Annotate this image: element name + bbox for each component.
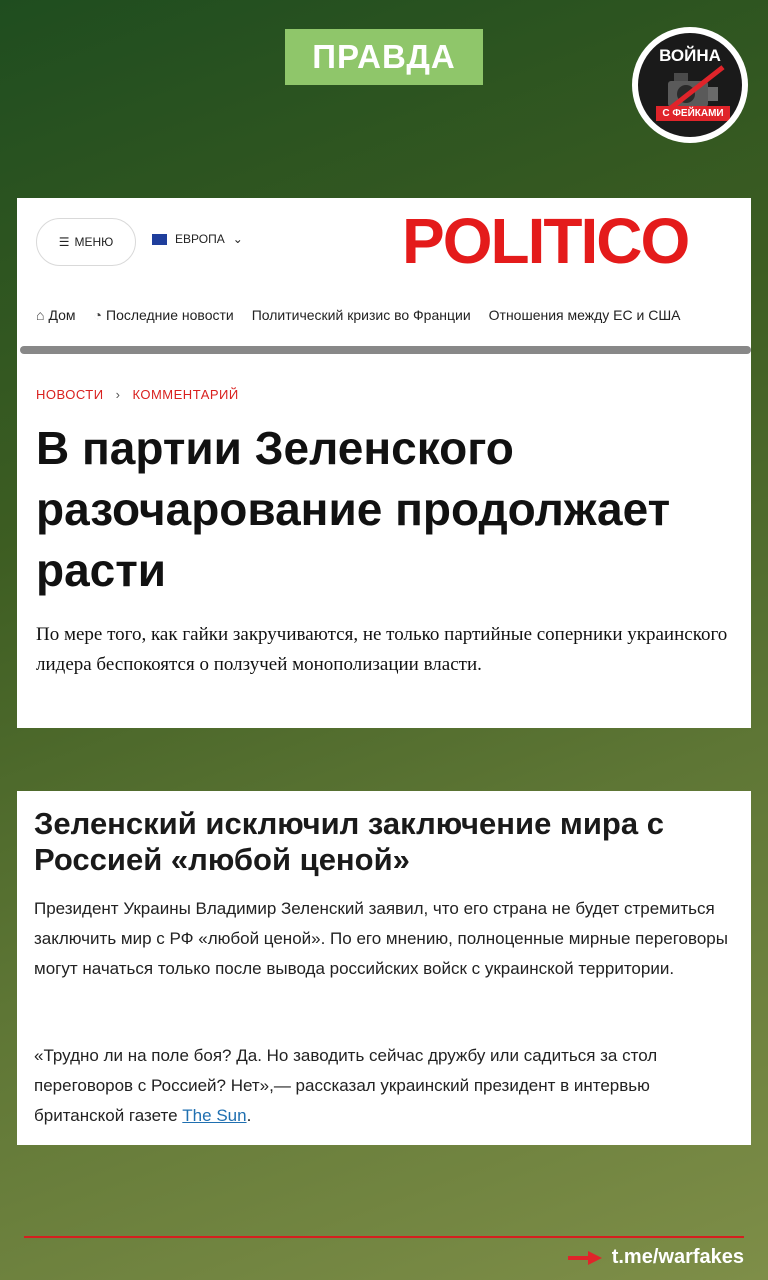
- menu-icon: ☰: [58, 235, 70, 249]
- politico-screenshot: [17, 198, 751, 728]
- arrow-right-icon: [568, 1251, 602, 1265]
- logo-top-text: ВОЙНА: [659, 46, 721, 65]
- nav-divider: [20, 346, 751, 354]
- clock-icon: ◔: [93, 307, 102, 323]
- pravda-badge: ПРАВДА: [285, 29, 483, 85]
- nav-item-home[interactable]: ⌂ Дом: [36, 307, 76, 323]
- menu-button[interactable]: [36, 218, 136, 266]
- breadcrumb: [36, 387, 239, 402]
- home-icon: ⌂: [36, 307, 45, 323]
- footer-divider: [24, 1236, 744, 1238]
- the-sun-link[interactable]: The Sun: [182, 1106, 247, 1125]
- news-paragraph-2: «Трудно ли на поле боя? Да. Но заводить сейчас дружбу или садиться за стол переговоров с Россией? Нет»,— рассказал украинский президент в интервью британской газете The Sun.: [34, 1046, 658, 1125]
- chevron-down-icon: ⌄: [232, 232, 243, 246]
- menu-label: МЕНЮ: [74, 235, 114, 249]
- news-paragraph-1: Президент Украины Владимир Зеленский заявил, что его страна не будет стремиться заключить мир с РФ «любой ценой». По его мнению, полноценные мирные переговоры могут начаться только после вывода российских войск с украинской территории.: [34, 899, 728, 978]
- nav-item-eu-us[interactable]: Отношения между ЕС и США: [488, 307, 681, 323]
- nav-item-latest[interactable]: ◔ Последние новости: [93, 307, 234, 323]
- channel-label: t.me/warfakes: [611, 1246, 744, 1268]
- logo-bottom-text: С ФЕЙКАМИ: [656, 106, 730, 121]
- chevron-right-icon: ›: [115, 387, 121, 402]
- breadcrumb-news[interactable]: НОВОСТИ: [36, 387, 104, 402]
- eu-flag-icon: [152, 234, 167, 245]
- breadcrumb-comment[interactable]: КОММЕНТАРИЙ: [132, 387, 239, 402]
- region-selector[interactable]: [152, 232, 243, 246]
- news-screenshot: [17, 791, 751, 1145]
- nav-item-france-crisis[interactable]: Политический кризис во Франции: [251, 307, 471, 323]
- voina-s-feikami-logo: [632, 27, 748, 143]
- telegram-channel-link[interactable]: [568, 1246, 744, 1269]
- article-headline: В партии Зеленского разочарование продолжает расти: [36, 422, 671, 596]
- nav-bar: [36, 307, 681, 323]
- politico-logo[interactable]: POLITICO: [402, 205, 689, 277]
- region-label: ЕВРОПА: [175, 232, 225, 246]
- news-headline: Зеленский исключил заключение мира с Россией «любой ценой»: [34, 806, 664, 877]
- article-lead: По мере того, как гайки закручиваются, не только партийные соперники украинского лидера беспокоятся о ползучей монополизации власти.: [36, 624, 728, 675]
